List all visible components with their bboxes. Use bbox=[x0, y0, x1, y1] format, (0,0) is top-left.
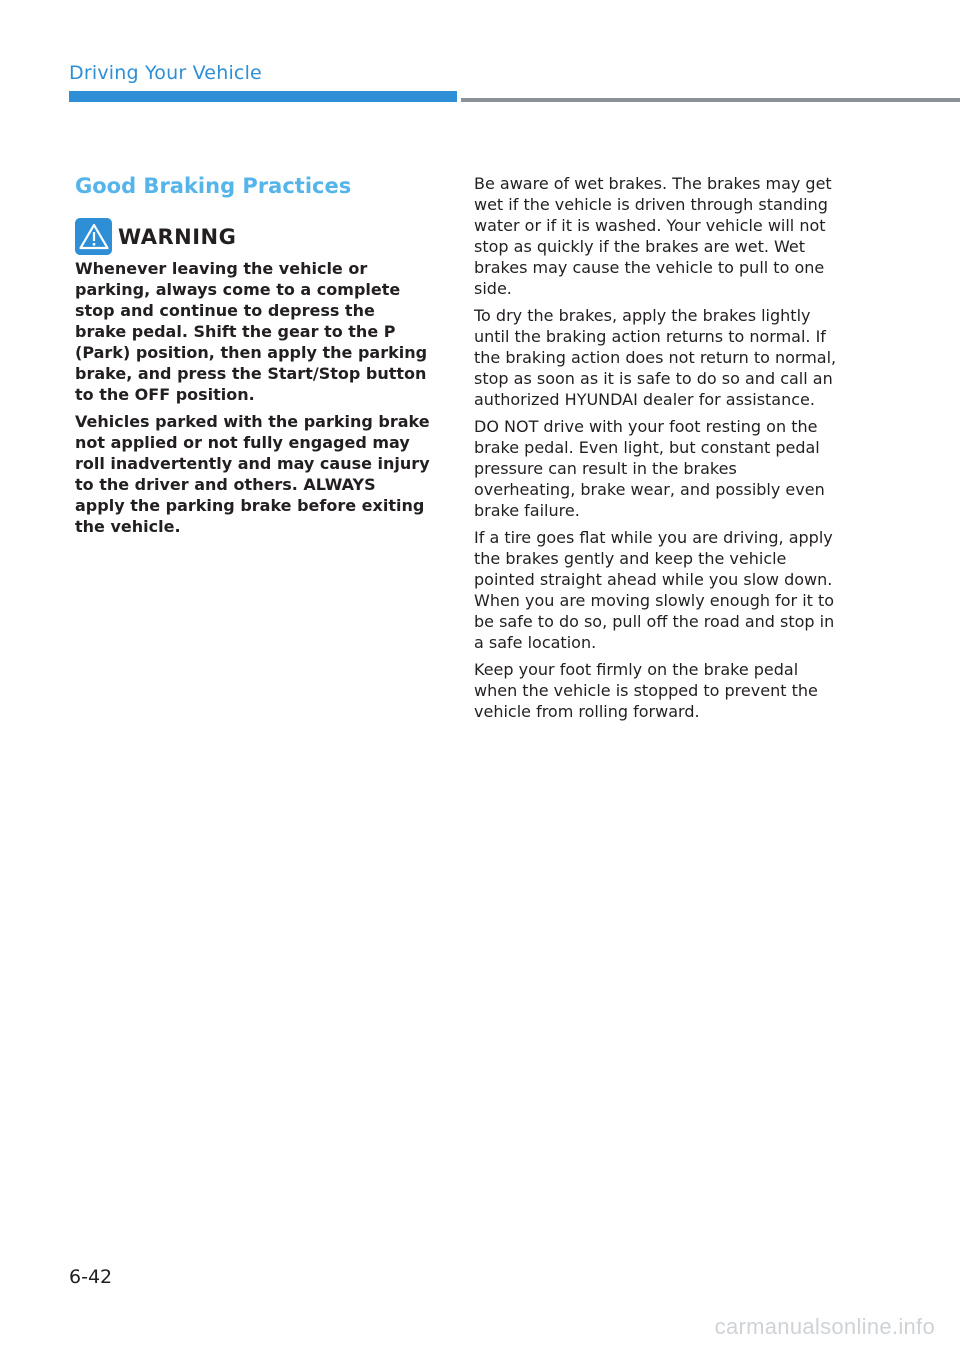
body-paragraph: If a tire goes flat while you are driving, apply the brakes gently and keep the vehicle pointed straight ahead while you slow down. When you are moving slowly enough for it to be safe to do so, pull off the road and stop in a safe location. bbox=[474, 528, 835, 652]
warning-label: WARNING bbox=[118, 224, 237, 249]
warning-triangle-icon bbox=[75, 218, 112, 255]
right-column bbox=[474, 173, 839, 728]
warning-paragraph: Whenever leaving the vehicle or parking, always come to a complete stop and continue to depress the brake pedal. Shift the gear to the P (Park) position, then apply the parking brake, and press the Start/Stop button to the OFF position. bbox=[75, 259, 428, 404]
body-paragraph: Be aware of wet brakes. The brakes may get wet if the vehicle is driven through standing water or if it is washed. Your vehicle will not stop as quickly if the brakes are wet. Wet brakes may cause the vehicle to pull to one side. bbox=[474, 174, 832, 298]
header-rule bbox=[461, 98, 960, 102]
warning-paragraph: Vehicles parked with the parking brake not applied or not fully engaged may roll inadvertently and may cause injury to the driver and others. ALWAYS apply the parking brake before exiting the vehicle. bbox=[75, 412, 430, 536]
body-paragraph: Keep your foot firmly on the brake pedal when the vehicle is stopped to prevent the vehicle from rolling forward. bbox=[474, 660, 818, 721]
header-accent-bar bbox=[69, 91, 457, 102]
running-header-title: Driving Your Vehicle bbox=[69, 62, 262, 84]
watermark: carmanualsonline.info bbox=[714, 1314, 935, 1339]
left-column bbox=[75, 172, 430, 543]
section-heading: Good Braking Practices bbox=[75, 174, 352, 198]
body-paragraph: DO NOT drive with your foot resting on the brake pedal. Even light, but constant pedal pressure can result in the brakes overheating, brake wear, and possibly even brake failure. bbox=[474, 417, 825, 520]
warning-header bbox=[75, 218, 430, 255]
body-paragraph: To dry the brakes, apply the brakes lightly until the braking action returns to normal. If the braking action does not return to normal, stop as soon as it is safe to do so and call an authorized HYUNDAI dealer for assistance. bbox=[474, 306, 837, 409]
page-number: 6-42 bbox=[69, 1266, 113, 1288]
